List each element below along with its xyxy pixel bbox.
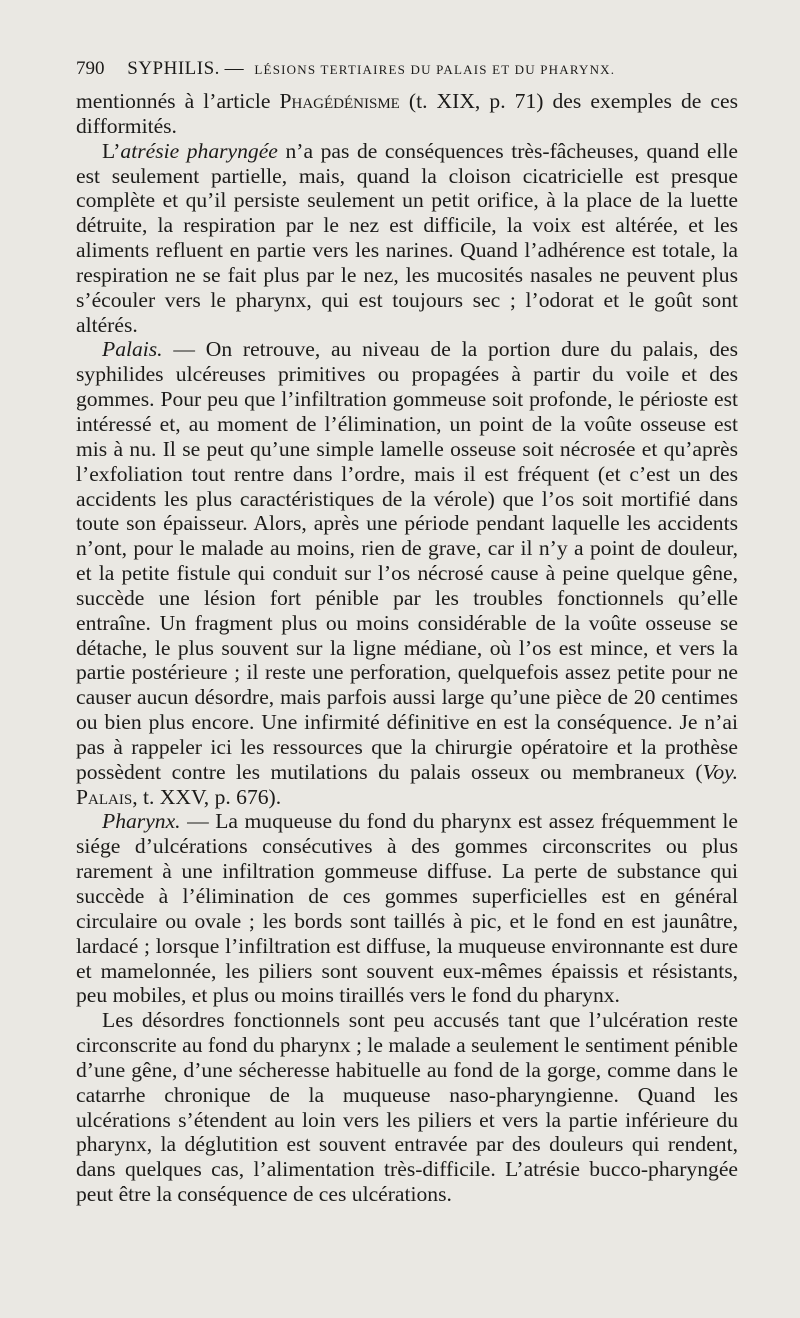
small-caps-text: Phagédénisme xyxy=(279,89,400,113)
text-run: n’a pas de conséquences très-fâcheuses, quand elle est seulement partielle, mais, quand la cloison cicatricielle est presque complète et qu’il persiste seulement un petit orifice, à la place de la luette détruite, la respiration par le nez est difficile, la voix est altérée, et les aliments refluent en partie vers les narines. Quand l’adhérence est totale, la respiration ne se fait plus par le nez, les mucosités nasales ne peuvent plus s’écouler vers le pharynx, qui est toujours sec ; l’odorat et le goût sont altérés. xyxy=(76,138,738,337)
paragraph-desordres-fonctionnels xyxy=(76,1008,738,1207)
text-run: (t. XIX, p. 71) des exemples de ces difformités. xyxy=(76,89,738,138)
paragraph-atresie-pharyngee xyxy=(76,139,738,338)
text-run: , t. XXV, p. 676). xyxy=(132,784,282,809)
header-title: SYPHILIS. xyxy=(127,58,220,79)
header-dash: — xyxy=(224,58,244,79)
paragraph-pharynx xyxy=(76,809,738,1008)
paragraph-palais xyxy=(76,337,738,809)
italic-text: Voy. xyxy=(702,759,738,784)
text-run: L’ xyxy=(102,138,121,163)
running-title: LÉSIONS TERTIAIRES DU PALAIS ET DU PHARYNX. xyxy=(254,62,616,77)
text-run: mentionnés à l’article xyxy=(76,89,280,113)
paragraph-continuation xyxy=(76,89,738,139)
text-run: — On retrouve, au niveau de la portion dure du palais, des syphilides ulcéreuses primitives ou propagées à partir du voile et des gommes. Pour peu que l’infiltration gommeuse soit profonde, le périoste est intéressé et, au moment de l’élimination, un point de la voûte osseuse est mis à nu. Il se peut qu’une simple lamelle osseuse soit nécrosée et qu’après l’exfoliation tout rentre dans l’ordre, mais il est fréquent (et c’est un des accidents les plus caractéristiques de la vérole) que l’os soit mortifié dans toute son épaisseur. Alors, après une période pendant laquelle les accidents n’ont, pour le malade au moins, rien de grave, car il n’y a point de douleur, et la petite fistule qui conduit sur l’os nécrosé cause à peine quelque gêne, succède une lésion fort pénible par les troubles fonctionnels qu’elle entraîne. Un fragment plus ou moins considérable de la voûte osseuse se détache, le plus souvent sur la ligne médiane, où l’os est mince, et vers la partie postérieure ; il reste une perforation, quelquefois assez petite pour ne causer aucun désordre, mais parfois aussi large qu’une pièce de 20 centimes ou bien plus encore. Une infirmité définitive en est la conséquence. Je n’ai pas à rappeler ici les ressources que la chirurgie opératoire et la prothèse possèdent contre les mutilations du palais osseux ou membraneux ( xyxy=(76,337,738,784)
text-run: Les désordres fonctionnels sont peu accusés tant que l’ulcération reste circonscrite au fond du pharynx ; le malade a seulement le sentiment pénible d’une gêne, d’une sécheresse habituelle au fond de la gorge, comme dans le catarrhe chronique de la muqueuse naso-pharyngienne. Quand les ulcérations s’étendent au loin vers les piliers et vers la partie inférieure du pharynx, la déglutition est souvent entravée par des douleurs qui rendent, dans quelques cas, l’alimentation très-difficile. L’atrésie bucco-pharyngée peut être la conséquence de ces ulcérations. xyxy=(76,1008,738,1207)
running-header xyxy=(76,54,736,84)
small-caps-text: Palais xyxy=(76,784,133,809)
page-number: 790 xyxy=(76,58,105,79)
text-run: — La muqueuse du fond du pharynx est assez fréquemment le siége d’ulcérations consécutives à des gommes circonscrites ou plus rarement à une infiltration gommeuse diffuse. La perte de substance qui succède à l’élimination de ces gommes superficielles est en général circulaire ou ovale ; les bords sont taillés à pic, et le fond en est jaunâtre, lardacé ; lorsque l’infiltration est diffuse, la muqueuse environnante est dure et mamelonnée, les piliers sont souvent eux-mêmes épaissis et résistants, peu mobiles, et plus ou moins tiraillés vers le fond du pharynx. xyxy=(76,809,738,1008)
italic-text: atrésie pharyngée xyxy=(120,138,278,163)
italic-text: Palais. xyxy=(102,337,163,362)
body-text xyxy=(76,89,738,1207)
italic-text: Pharynx. xyxy=(102,809,181,834)
